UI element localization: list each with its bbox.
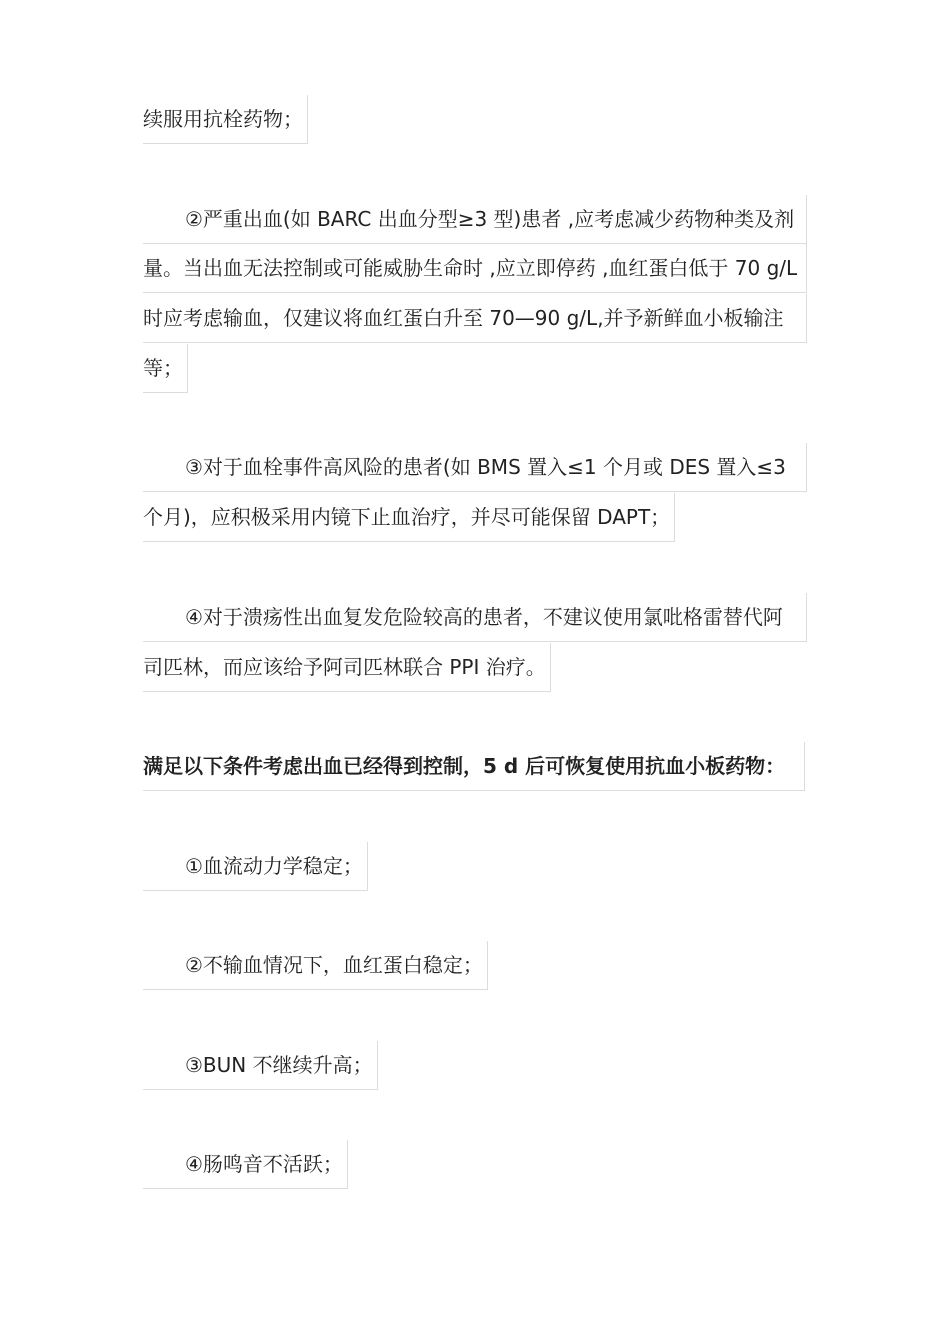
condition-item-1: ①血流动力学稳定； bbox=[143, 842, 368, 891]
text-line-item2-part2: 量。当出血无法控制或可能威胁生命时 ,应立即停药 ,血红蛋白低于 70 g/L bbox=[143, 244, 807, 293]
text-line-item3-part1: ③对于血栓事件高风险的患者(如 BMS 置入≤1 个月或 DES 置入≤3 bbox=[143, 443, 807, 492]
condition-item-4: ④肠鸣音不活跃； bbox=[143, 1140, 348, 1189]
text-line-item2-part4: 等； bbox=[143, 344, 188, 393]
text-line-item2-part3: 时应考虑输血，仅建议将血红蛋白升至 70—90 g/L,并予新鲜血小板输注 bbox=[143, 294, 807, 343]
text-line-item2-part1: ②严重出血(如 BARC 出血分型≥3 型)患者 ,应考虑减少药物种类及剂 bbox=[143, 195, 807, 244]
condition-item-3: ③BUN 不继续升高； bbox=[143, 1041, 378, 1090]
text-line-item3-part2: 个月)，应积极采用内镜下止血治疗，并尽可能保留 DAPT； bbox=[143, 493, 675, 542]
text-line-continuation: 续服用抗栓药物； bbox=[143, 95, 308, 144]
text-line-item4-part1: ④对于溃疡性出血复发危险较高的患者，不建议使用氯吡格雷替代阿 bbox=[143, 593, 807, 642]
condition-item-2: ②不输血情况下，血红蛋白稳定； bbox=[143, 941, 488, 990]
section-heading: 满足以下条件考虑出血已经得到控制，5 d 后可恢复使用抗血小板药物： bbox=[143, 742, 805, 791]
text-line-item4-part2: 司匹林，而应该给予阿司匹林联合 PPI 治疗。 bbox=[143, 643, 551, 692]
